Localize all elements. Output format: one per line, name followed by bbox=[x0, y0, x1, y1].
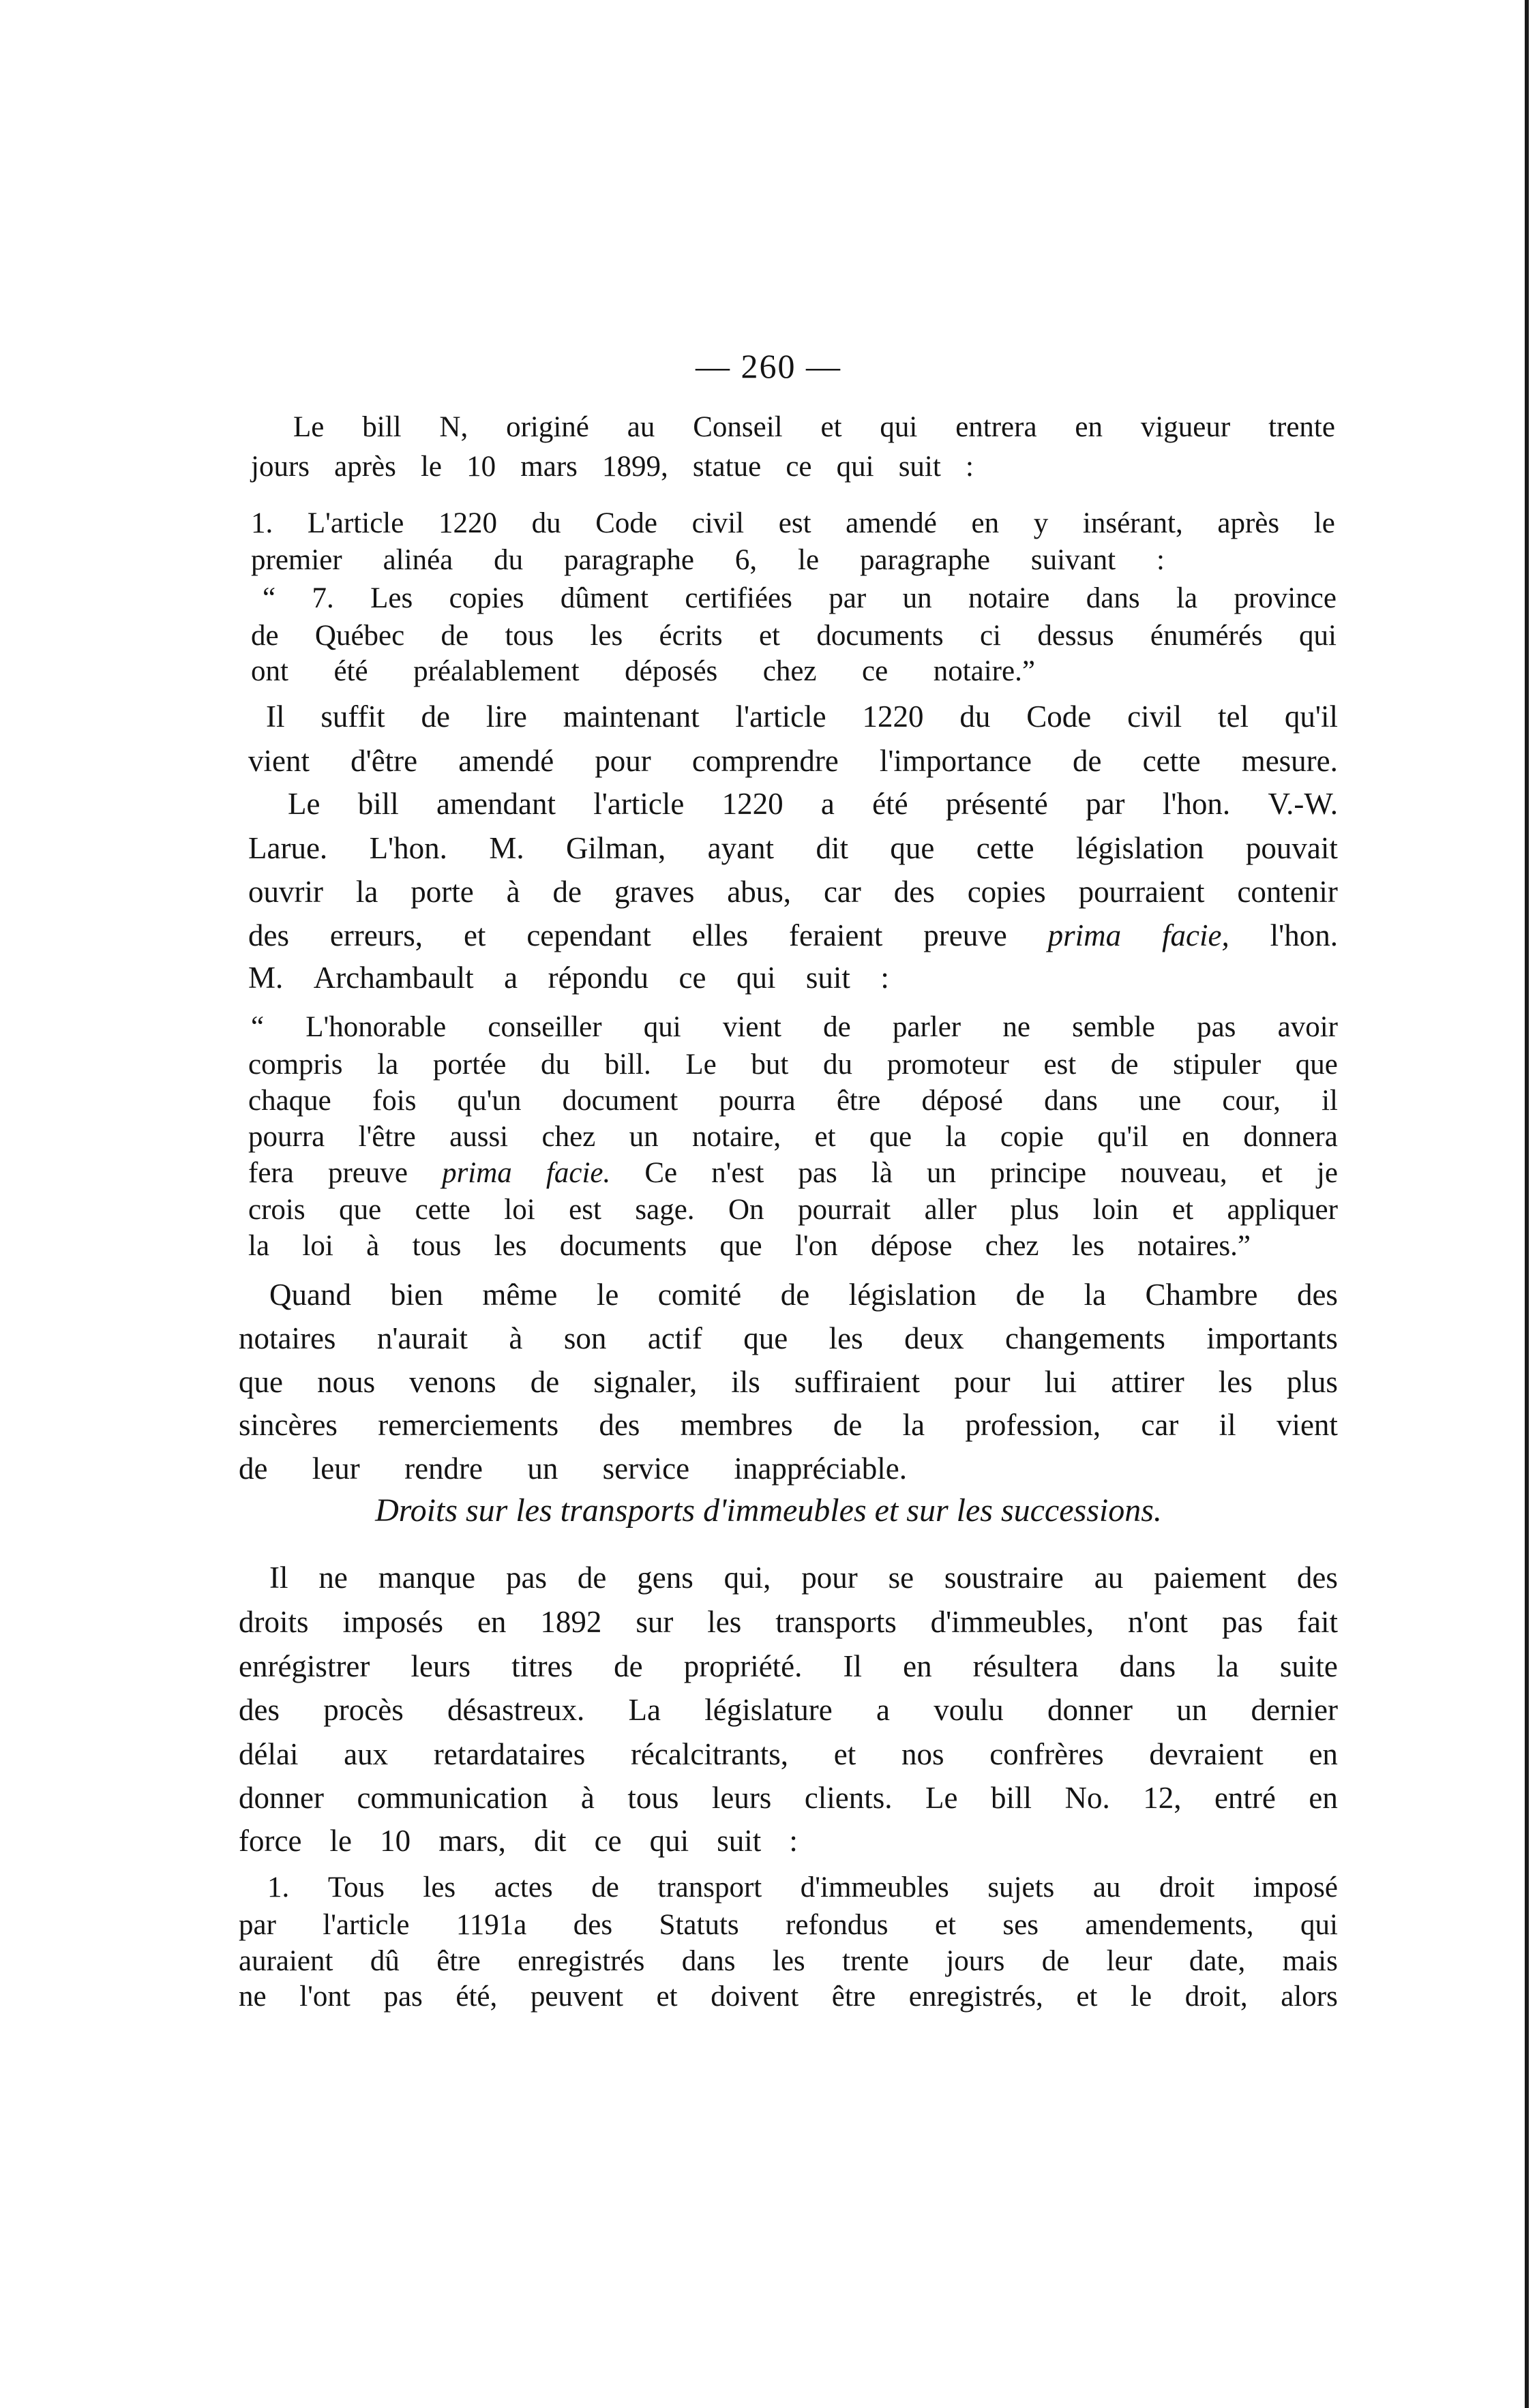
text-line: force le 10 mars, dit ce qui suit : bbox=[239, 1824, 798, 1858]
text-line: ouvrir la porte à de graves abus, car des copies pourraient contenir bbox=[248, 875, 1338, 909]
text-line: premier alinéa du paragraphe 6, le paragraphe suivant : bbox=[251, 544, 1165, 576]
text-line: vient d'être amendé pour comprendre l'importance de cette mesure. bbox=[248, 744, 1338, 778]
text-line: notaires n'aurait à son actif que les deux changements importants bbox=[239, 1321, 1338, 1355]
text-line: donner communication à tous leurs clients. Le bill No. 12, entré en bbox=[239, 1781, 1338, 1815]
page-number: — 260 — bbox=[696, 347, 841, 385]
text-line: droits imposés en 1892 sur les transports d'immeubles, n'ont pas fait bbox=[239, 1605, 1338, 1639]
section-heading: Droits sur les transports d'immeubles et sur les successions. bbox=[375, 1492, 1162, 1529]
text-line: fera preuve prima facie. Ce n'est pas là un principe nouveau, et je bbox=[248, 1157, 1338, 1189]
text-line: de Québec de tous les écrits et documents ci dessus énumérés qui bbox=[251, 620, 1337, 652]
text-line: “ L'honorable conseiller qui vient de parler ne semble pas avoir bbox=[251, 1011, 1338, 1043]
text-line: jours après le 10 mars 1899, statue ce qui suit : bbox=[251, 451, 974, 483]
text-line: la loi à tous les documents que l'on dépose chez les notaires.” bbox=[248, 1230, 1251, 1262]
text-line: de leur rendre un service inappréciable. bbox=[239, 1451, 907, 1486]
text-line: M. Archambault a répondu ce qui suit : bbox=[248, 961, 889, 995]
text-line: des procès désastreux. La législature a voulu donner un dernier bbox=[239, 1693, 1338, 1727]
text-line: “ 7. Les copies dûment certifiées par un notaire dans la province bbox=[263, 582, 1337, 614]
text-line: Le bill N, originé au Conseil et qui entrera en vigueur trente bbox=[293, 411, 1335, 443]
text-line: compris la portée du bill. Le but du promoteur est de stipuler que bbox=[248, 1049, 1338, 1081]
text-line: crois que cette loi est sage. On pourrait aller plus loin et appliquer bbox=[248, 1194, 1338, 1226]
text-line: enrégistrer leurs titres de propriété. Il en résultera dans la suite bbox=[239, 1649, 1338, 1683]
text-line: 1. L'article 1220 du Code civil est amendé en y insérant, après le bbox=[251, 507, 1335, 539]
text-line: sincères remerciements des membres de la profession, car il vient bbox=[239, 1408, 1338, 1442]
text-line: Quand bien même le comité de législation de la Chambre des bbox=[269, 1278, 1338, 1312]
text-line: chaque fois qu'un document pourra être déposé dans une cour, il bbox=[248, 1085, 1338, 1117]
text-line: des erreurs, et cependant elles feraient preuve prima facie, l'hon. bbox=[248, 918, 1338, 952]
text-line: ont été préalablement déposés chez ce notaire.” bbox=[251, 655, 1035, 687]
text-line: Larue. L'hon. M. Gilman, ayant dit que cette législation pouvait bbox=[248, 831, 1338, 865]
text-line: Le bill amendant l'article 1220 a été présenté par l'hon. V.-W. bbox=[288, 787, 1338, 821]
text-line: délai aux retardataires récalcitrants, et nos confrères devraient en bbox=[239, 1737, 1338, 1771]
text-line: ne l'ont pas été, peuvent et doivent être enregistrés, et le droit, alors bbox=[239, 1981, 1338, 2013]
text-line: 1. Tous les actes de transport d'immeubles sujets au droit imposé bbox=[267, 1871, 1338, 1903]
text-line: auraient dû être enregistrés dans les trente jours de leur date, mais bbox=[239, 1945, 1338, 1977]
text-line: Il suffit de lire maintenant l'article 1220 du Code civil tel qu'il bbox=[266, 699, 1338, 734]
text-line: pourra l'être aussi chez un notaire, et que la copie qu'il en donnera bbox=[248, 1121, 1338, 1153]
text-line: que nous venons de signaler, ils suffiraient pour lui attirer les plus bbox=[239, 1365, 1338, 1399]
text-line: par l'article 1191a des Statuts refondus et ses amendements, qui bbox=[239, 1909, 1338, 1941]
text-line: Il ne manque pas de gens qui, pour se soustraire au paiement des bbox=[269, 1561, 1338, 1595]
